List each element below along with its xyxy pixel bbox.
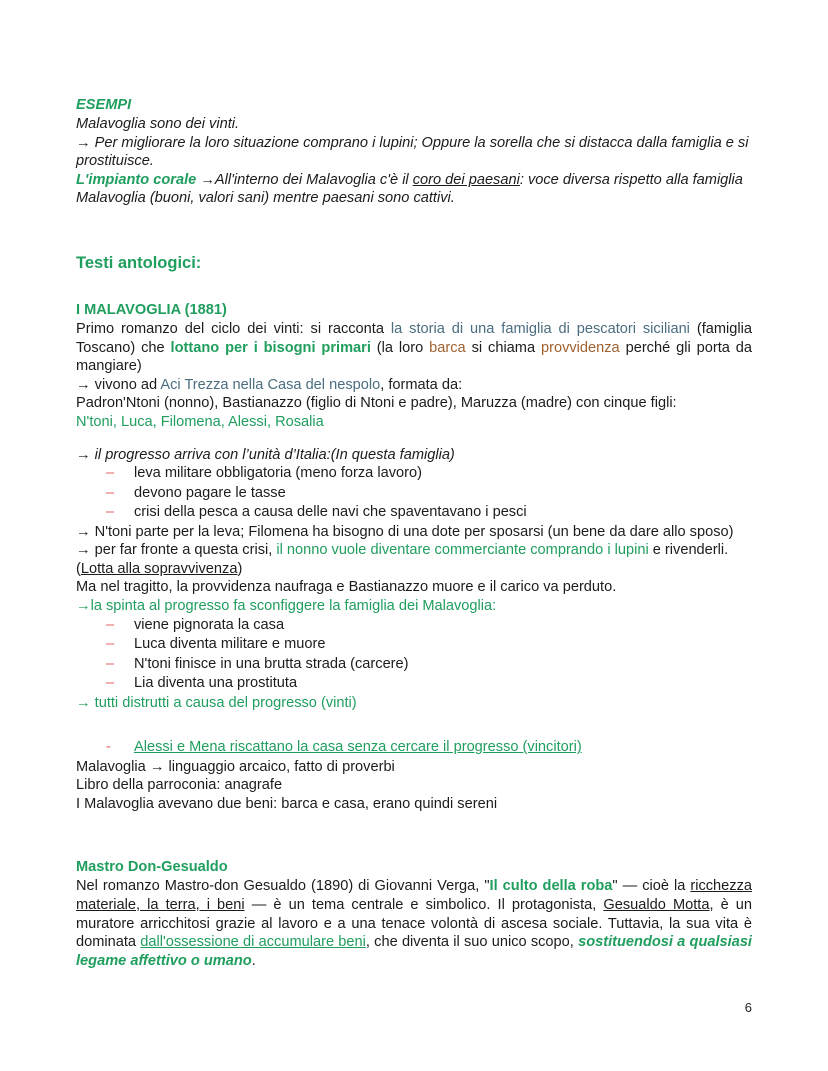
ges-b: " — cioè la: [612, 878, 691, 895]
malavoglia-paragraph-1: [76, 320, 752, 376]
arrow-icon: →: [76, 134, 91, 151]
mal-p1-d: si chiama: [465, 339, 541, 356]
mal-p1-green: lottano per i bisogni primari: [170, 339, 371, 356]
list-item-label: crisi della pesca a causa delle navi che spaventavano i pesci: [134, 504, 527, 521]
lotta-sopravvivenza-underlined: Lotta alla sopravvivenza: [80, 560, 238, 577]
progresso-bullet-list: [76, 464, 752, 523]
arrow-icon: →: [76, 376, 91, 393]
malavoglia-paragraph-5: [76, 523, 752, 542]
malavoglia-paragraph-2: [76, 376, 752, 395]
malavoglia-paragraph-3: Padron'Ntoni (nonno), Bastianazzo (figlio di Ntoni e padre), Maruzza (madre) con cinque figli:: [76, 395, 677, 412]
dash-bullet-icon: –: [106, 655, 115, 672]
ges-a: Nel romanzo Mastro-don Gesualdo (1890) di Giovanni Verga, ": [76, 878, 490, 895]
list-item: [106, 484, 752, 504]
list-item-label: Lia diventa una prostituta: [134, 675, 298, 692]
list-item: [106, 635, 752, 655]
malavoglia-heading: I MALAVOGLIA (1881): [76, 301, 227, 318]
malavoglia-paragraph-8: [76, 597, 752, 616]
sconfitta-bullet-list: [76, 616, 752, 694]
ges-f: .: [251, 952, 256, 969]
malavoglia-paragraph-9: [76, 694, 752, 713]
impianto-corale-label: L'impianto corale: [76, 171, 197, 188]
sostituendosi-legame-affettivo: sostituendosi a qualsiasi legame affettivo o umano: [76, 934, 752, 969]
arrow-icon: →: [76, 523, 91, 540]
ricchezza-materiale-underlined: ricchezza materiale, la terra, i beni: [76, 878, 752, 914]
arrow-icon: →: [76, 598, 91, 614]
esempi-line-3-a: All'interno dei Malavoglia c'è il: [214, 171, 413, 188]
mal-p6-b: e rivenderli. (: [76, 542, 729, 577]
dash-bullet-icon: -: [106, 739, 111, 756]
page-content: [76, 96, 752, 970]
list-item: [106, 655, 752, 675]
gesualdo-heading: Mastro Don-Gesualdo: [76, 859, 228, 876]
malavoglia-paragraph-10: Malavoglia → linguaggio arcaico, fatto di proverbi: [76, 758, 395, 775]
vincitori-label: Alessi e Mena riscattano la casa senza cercare il progresso (vincitori): [134, 739, 582, 756]
list-item-label: N'toni finisce in una brutta strada (carcere): [134, 655, 409, 672]
mal-p2-blue: Aci Trezza nella Casa del nespolo: [160, 376, 381, 393]
list-item-label: viene pignorata la casa: [134, 616, 285, 633]
mal-p5-text: N'toni parte per la leva; Filomena ha bisogno di una dote per sposarsi (un bene da dare allo sposo): [90, 523, 734, 540]
list-item: [106, 464, 752, 484]
esempi-line-2-text: Per migliorare la loro situazione comprano i lupini; Oppure la sorella che si distacca dalla famiglia e si prostituisce.: [76, 134, 749, 170]
mal-p1-brown-provvidenza: provvidenza: [540, 339, 620, 356]
gesualdo-motta-underlined: Gesualdo Motta: [603, 897, 710, 914]
ossessione-accumulare-beni: dall'ossessione di accumulare beni: [140, 934, 366, 951]
testi-antologici-heading: Testi antologici:: [76, 253, 202, 272]
list-item: [106, 738, 752, 758]
culto-della-roba-label: Il culto della roba: [489, 878, 613, 895]
malavoglia-paragraph-12: I Malavoglia avevano due beni: barca e casa, erano quindi sereni: [76, 795, 498, 812]
mal-p2-a: vivono ad: [90, 376, 161, 393]
mal-p1-a: Primo romanzo del ciclo dei vinti: si racconta: [76, 320, 391, 337]
coro-dei-paesani-underlined: coro dei paesani: [412, 171, 520, 188]
esempi-line-3: [76, 171, 752, 208]
mal-p1-blue: la storia di una famiglia di pescatori siciliani: [390, 320, 690, 337]
dash-bullet-icon: –: [106, 484, 115, 501]
ges-d: , è un muratore arricchitosi grazie al lavoro e a una tenace volontà di ascesa sociale. Tuttavia, la sua vita è dominata: [76, 897, 752, 951]
list-item: [106, 616, 752, 636]
mal-p6-a: per far fronte a questa crisi,: [90, 542, 277, 559]
mal-p2-b: , formata da:: [380, 376, 463, 393]
malavoglia-progresso-line: [76, 446, 752, 465]
malavoglia-children-list: N'toni, Luca, Filomena, Alessi, Rosalia: [76, 413, 324, 430]
dash-bullet-icon: –: [106, 616, 115, 633]
dash-bullet-icon: –: [106, 636, 115, 653]
arrow-icon: →: [76, 542, 91, 559]
malavoglia-paragraph-6: [76, 541, 752, 578]
mal-p8-green: la spinta al progresso fa sconfiggere la famiglia dei Malavoglia:: [90, 598, 497, 614]
arrow-icon: →: [200, 171, 215, 188]
esempi-line-1: [76, 115, 752, 134]
malavoglia-paragraph-11: Libro della parroconia: anagrafe: [76, 777, 283, 794]
esempi-line-3-b: : voce diversa rispetto alla famiglia Malavoglia (buoni, valori sani) mentre paesani sono cattivi.: [76, 171, 743, 207]
ges-c: — è un tema centrale e simbolico. Il protagonista,: [244, 897, 604, 914]
list-item-label: Luca diventa militare e muore: [134, 636, 326, 653]
list-item: [106, 503, 752, 523]
arrow-icon: →: [76, 694, 91, 711]
mal-p1-c: (la loro: [370, 339, 430, 356]
mal-p1-b: (famiglia Toscano) che: [76, 320, 752, 356]
list-item-label: devono pagare le tasse: [134, 484, 286, 501]
mal-p1-brown-barca: barca: [429, 339, 466, 356]
page-number: 6: [744, 1000, 752, 1015]
dash-bullet-icon: –: [106, 504, 115, 521]
mal-p9-green: tutti distrutti a causa del progresso (vinti): [90, 694, 357, 711]
dash-bullet-icon: –: [106, 465, 115, 482]
malavoglia-paragraph-7: Ma nel tragitto, la provvidenza naufraga e Bastianazzo muore e il carico va perduto.: [76, 579, 617, 596]
mal-p1-e: perché gli porta da mangiare): [76, 339, 753, 375]
mal-progresso-text: il progresso arriva con l’unità d’Italia:(In questa famiglia): [90, 446, 455, 463]
gesualdo-paragraph: [76, 877, 752, 970]
esempi-line-2: [76, 134, 752, 171]
list-item: [106, 674, 752, 694]
ges-e: , che diventa il suo unico scopo,: [365, 934, 579, 951]
dash-bullet-icon: –: [106, 675, 115, 692]
vincitori-bullet-list: [76, 738, 752, 758]
mal-p6-c: ): [237, 560, 243, 577]
mal-p6-green: il nonno vuole diventare commerciante comprando i lupini: [276, 542, 649, 559]
esempi-line-1-text: Malavoglia sono dei vinti.: [76, 116, 240, 132]
esempi-heading: ESEMPI: [76, 97, 132, 113]
list-item-label: leva militare obbligatoria (meno forza lavoro): [134, 465, 422, 482]
arrow-icon: →: [76, 446, 91, 463]
